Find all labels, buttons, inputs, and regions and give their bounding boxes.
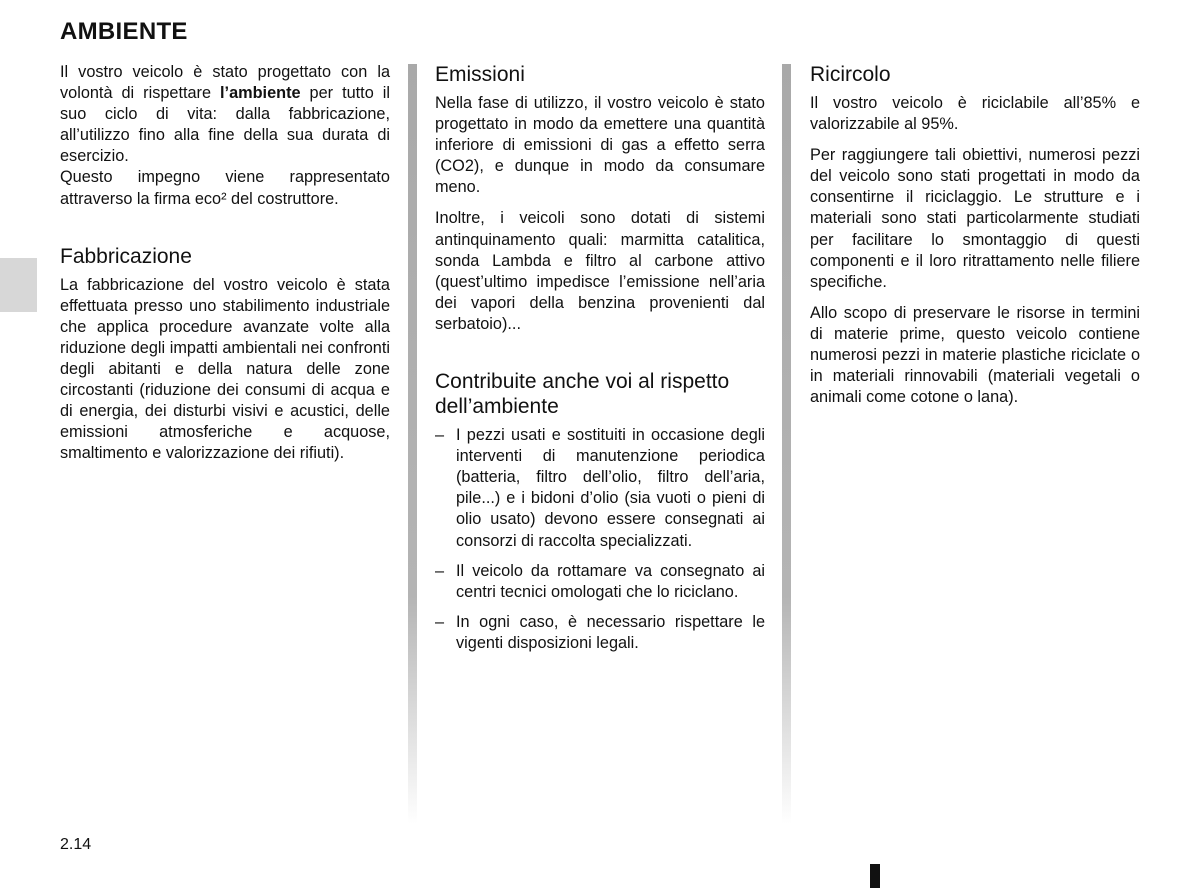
section-heading-contribuite: Contribuite anche voi al rispetto dell’ambiente — [435, 370, 730, 419]
emissioni-paragraph-2: Inoltre, i veicoli sono dotati di sistemi antinquinamento quali: marmitta catalitica, sonda Lambda e filtro al carbone attivo (quest’ultimo impedisce l’emissione nell’aria dei vapori della benzina provenienti dal serbatoio)... — [435, 209, 765, 333]
page-number: 2.14 — [60, 836, 92, 853]
emissioni-paragraph-1: Nella fase di utilizzo, il vostro veicolo è stato progettato in modo da emettere una quantità inferiore di emissioni di gas a effetto serra (CO2), e dunque in modo da consumare meno. — [435, 94, 765, 197]
column-right — [810, 62, 1140, 418]
intro-paragraph: Il vostro veicolo è stato progettato con la volontà di rispettare l’ambiente per tutto il suo ciclo di vita: dalla fabbricazione, all’utilizzo fino alla fine della sua durata di esercizio. — [60, 63, 390, 166]
page-title: AMBIENTE — [60, 18, 188, 45]
section-heading-ricircolo: Ricircolo — [810, 63, 891, 86]
list-item: – I pezzi usati e sostituiti in occasione degli interventi di manutenzione periodica (batteria, filtro dell’olio, filtro dell’aria, pile...) e i bidoni d’olio (sia vuoti o pieni di olio usato) devono essere consegnati ai consorzi di raccolta specializzati. — [435, 426, 765, 550]
ricircolo-paragraph-2: Per raggiungere tali obiettivi, numerosi pezzi del veicolo sono stati progettati in modo da consentirne il riciclaggio. Le strutture e i materiali sono stati particolarmente studiati per facilitare lo smontaggio di questi componenti e il loro ritrattamento nelle filiere specifiche. — [810, 146, 1140, 291]
column-divider — [408, 64, 417, 824]
list-item: – In ogni caso, è necessario rispettare le vigenti disposizioni legali. — [435, 612, 765, 652]
section-tab-marker — [0, 258, 37, 312]
intro-bold-term: l’ambiente — [220, 84, 301, 103]
print-registration-mark — [870, 864, 880, 888]
dash-bullet: – — [435, 612, 445, 631]
dash-bullet: – — [435, 561, 445, 580]
section-heading-fabbricazione: Fabbricazione — [60, 244, 192, 268]
fabbricazione-paragraph: La fabbricazione del vostro veicolo è stata effettuata presso uno stabilimento industriale che applica procedure avanzate volte alla riduzione degli impatti ambientali nei confronti degli abitanti e della natura delle zone circostanti (riduzione dei consumi di acqua e di energia, dei disturbi visivi e acustici, delle emissioni atmosferiche e acquose, smaltimento e valorizzazione dei rifiuti). — [60, 275, 390, 463]
ricircolo-paragraph-3: Allo scopo di preservare le risorse in termini di materie prime, questo veicolo contiene numerosi pezzi in materie plastiche riciclate o in materiali rinnovabili (materiali vegetali o animali come cotone o lana). — [810, 303, 1140, 407]
column-divider — [782, 64, 791, 824]
section-heading-emissioni: Emissioni — [435, 63, 525, 86]
column-left — [60, 62, 390, 475]
dash-bullet: – — [435, 426, 445, 445]
list-item: – Il veicolo da rottamare va consegnato ai centri tecnici omologati che lo riciclano. — [435, 561, 765, 601]
intro-paragraph-2: Questo impegno viene rappresentato attraverso la firma eco² del costruttore. — [60, 168, 390, 208]
contribuite-list — [435, 425, 765, 654]
column-middle — [435, 62, 765, 663]
ricircolo-paragraph-1: Il vostro veicolo è riciclabile all’85% e valorizzabile al 95%. — [810, 94, 1140, 134]
